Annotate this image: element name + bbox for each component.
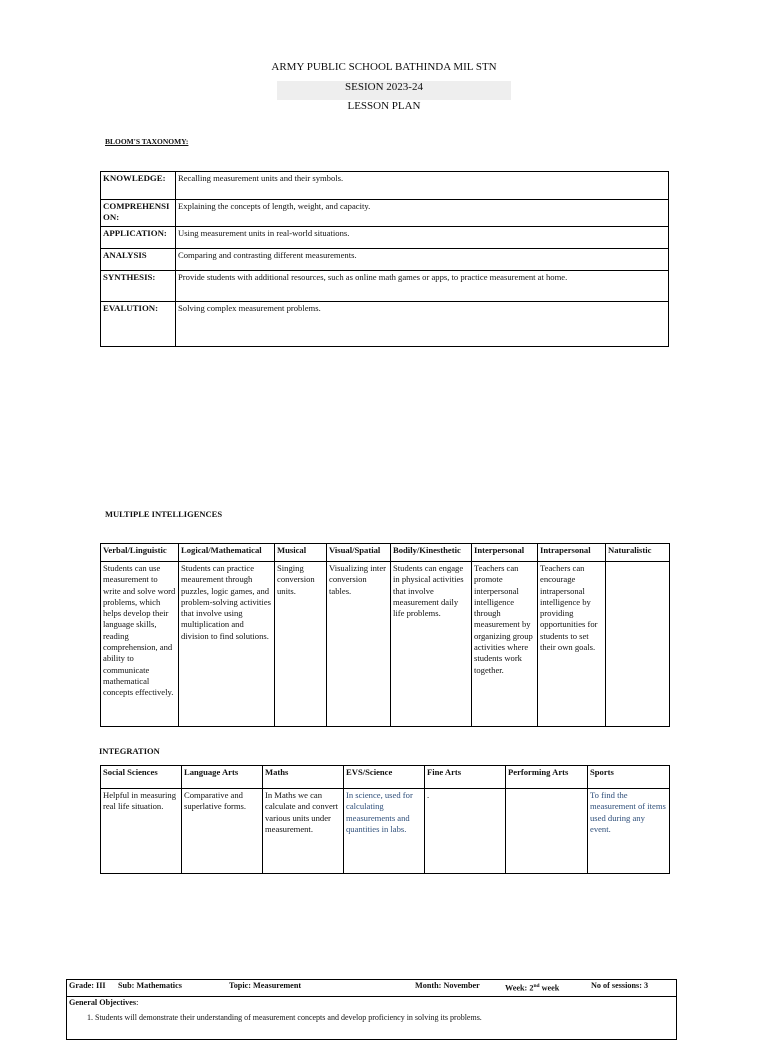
objectives-row xyxy=(67,997,677,1040)
integration-header: Performing Arts xyxy=(506,766,588,789)
integration-header: Sports xyxy=(588,766,670,789)
lesson-info-cell xyxy=(67,980,677,997)
integration-title: INTEGRATION xyxy=(99,746,160,756)
blooms-key: KNOWLEDGE: xyxy=(101,172,176,200)
week-sup: nd xyxy=(533,983,540,989)
mi-header: Interpersonal xyxy=(472,544,538,562)
blooms-value: Using measurement units in real-world situations. xyxy=(176,227,669,249)
blooms-value: Solving complex measurement problems. xyxy=(176,302,669,347)
blooms-row xyxy=(101,227,669,249)
mi-content-row xyxy=(101,562,670,727)
blooms-row xyxy=(101,200,669,227)
mi-header: Naturalistic xyxy=(606,544,670,562)
integration-cell xyxy=(506,789,588,874)
mi-title: MULTIPLE INTELLIGENCES xyxy=(105,509,223,519)
integration-header: Social Sciences xyxy=(101,766,182,789)
blooms-key: SYNTHESIS: xyxy=(101,271,176,302)
integration-header: EVS/Science xyxy=(344,766,425,789)
mi-cell xyxy=(606,562,670,727)
mi-header: Bodily/Kinesthetic xyxy=(391,544,472,562)
blooms-title: BLOOM'S TAXONOMY: xyxy=(105,137,189,146)
topic-label xyxy=(229,981,301,992)
week-key: Week: 2 xyxy=(505,983,534,993)
objectives-list xyxy=(69,1013,674,1024)
sessions-label: No of sessions: 3 xyxy=(591,981,649,990)
month-key: Month: xyxy=(415,981,442,990)
month-value: November xyxy=(443,981,480,990)
mi-cell: Visualizing inter conversion tables. xyxy=(327,562,391,727)
mi-header: Musical xyxy=(275,544,327,562)
mi-cell: Students can practice meaurement through puzzles, logic games, and problem-solving activities that involve using multiplication and division to find solutions. xyxy=(179,562,275,727)
integration-header: Maths xyxy=(263,766,344,789)
integration-table xyxy=(100,765,670,874)
blooms-row xyxy=(101,302,669,347)
mi-cell: Singing conversion units. xyxy=(275,562,327,727)
blooms-key: EVALUTION: xyxy=(101,302,176,347)
blooms-value: Recalling measurement units and their symbols. xyxy=(176,172,669,200)
integration-header-row xyxy=(101,766,670,789)
integration-cell: In science, used for calculating measurements and quantities in labs. xyxy=(344,789,425,874)
mi-cell: Teachers can promote interpersonal intelligence through measurement by organizing group activities where students work together. xyxy=(472,562,538,727)
integration-header: Language Arts xyxy=(182,766,263,789)
mi-header: Logical/Mathematical xyxy=(179,544,275,562)
blooms-row xyxy=(101,172,669,200)
blooms-key: COMPREHENSI ON: xyxy=(101,200,176,227)
objectives-heading xyxy=(69,998,674,1009)
week-suffix: week xyxy=(539,983,560,993)
lesson-details-table xyxy=(66,979,677,1040)
integration-cell: In Maths we can calculate and convert various units under measurement. xyxy=(263,789,344,874)
blooms-value: Comparing and contrasting different measurements. xyxy=(176,249,669,271)
objectives-cell xyxy=(67,997,677,1040)
mi-table xyxy=(100,543,670,727)
integration-cell: Comparative and superlative forms. xyxy=(182,789,263,874)
integration-cell: . xyxy=(425,789,506,874)
lesson-info-row xyxy=(67,980,677,997)
integration-cell: Helpful in measuring real life situation. xyxy=(101,789,182,874)
document-type: LESSON PLAN xyxy=(347,100,421,112)
mi-cell: Students can engage in physical activities that involve measurement daily life problems. xyxy=(391,562,472,727)
topic-key: Topic: xyxy=(229,981,251,990)
month-label xyxy=(415,981,480,992)
grade-label: Grade: III xyxy=(69,981,106,990)
mi-header: Intrapersonal xyxy=(538,544,606,562)
blooms-key: APPLICATION: xyxy=(101,227,176,249)
blooms-table xyxy=(100,171,669,347)
session-label: SESION 2023-24 xyxy=(345,81,423,93)
integration-cell: To find the measurement of items used during any event. xyxy=(588,789,670,874)
week-label xyxy=(505,981,559,994)
mi-cell: Students can use measurement to write and solve word problems, which helps develop their language skills, reading comprehension, and ability to communicate mathematical concepts effectively. xyxy=(101,562,179,727)
objectives-title: General Objectives xyxy=(69,998,137,1007)
blooms-row xyxy=(101,271,669,302)
objectives-colon: : xyxy=(136,998,139,1007)
blooms-key: ANALYSIS xyxy=(101,249,176,271)
mi-header: Visual/Spatial xyxy=(327,544,391,562)
subject-label: Sub: Mathematics xyxy=(118,981,182,990)
integration-content-row xyxy=(101,789,670,874)
mi-cell: Teachers can encourage intrapersonal intelligence by providing opportunities for students to set their own goals. xyxy=(538,562,606,727)
mi-header-row xyxy=(101,544,670,562)
integration-header: Fine Arts xyxy=(425,766,506,789)
blooms-value: Explaining the concepts of length, weight, and capacity. xyxy=(176,200,669,227)
objective-item: 1. Students will demonstrate their understanding of measurement concepts and develop proficiency in solving its problems. xyxy=(95,1013,674,1024)
blooms-row xyxy=(101,249,669,271)
blooms-value: Provide students with additional resources, such as online math games or apps, to practice measurement at home. xyxy=(176,271,669,302)
school-name: ARMY PUBLIC SCHOOL BATHINDA MIL STN xyxy=(271,61,497,73)
mi-header: Verbal/Linguistic xyxy=(101,544,179,562)
topic-value: Measurement xyxy=(253,981,302,990)
